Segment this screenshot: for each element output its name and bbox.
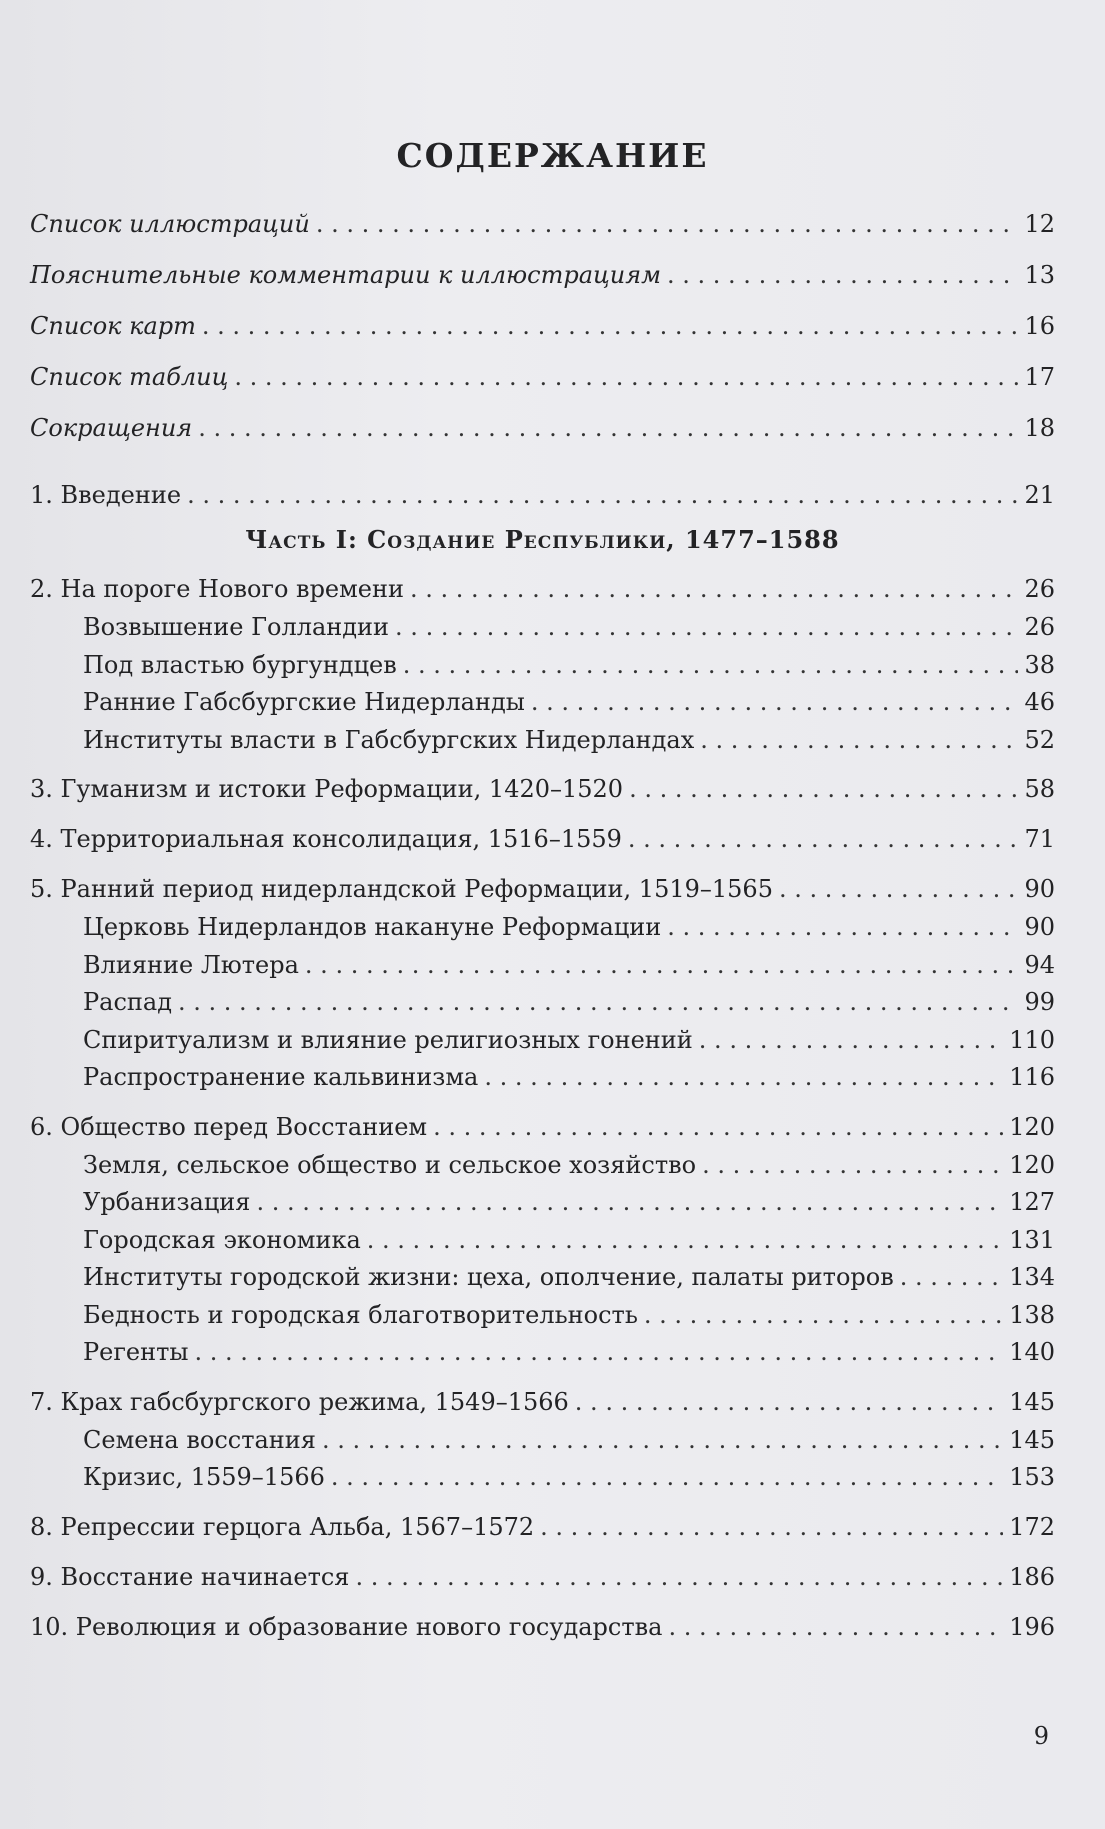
dot-leader bbox=[644, 1301, 1003, 1330]
dot-leader bbox=[667, 913, 1018, 942]
entry-title: Распад bbox=[83, 988, 172, 1016]
entry-page-number: 153 bbox=[1009, 1463, 1055, 1491]
entry-title: 4. Территориальная консолидация, 1516–1559 bbox=[30, 825, 622, 853]
entry-page-number: 12 bbox=[1024, 210, 1055, 238]
entry-page-number: 46 bbox=[1024, 688, 1055, 716]
entry-page-number: 186 bbox=[1009, 1562, 1055, 1591]
entry-title: Урбанизация bbox=[83, 1188, 251, 1216]
section-item bbox=[30, 1426, 1055, 1464]
chapter-item bbox=[30, 575, 1055, 613]
dot-leader bbox=[178, 988, 1018, 1017]
section-item bbox=[30, 1226, 1055, 1264]
section-item bbox=[30, 1151, 1055, 1189]
entry-title: Возвышение Голландии bbox=[83, 613, 390, 641]
section-item bbox=[30, 726, 1055, 764]
section-item bbox=[30, 1063, 1055, 1101]
section-item bbox=[30, 988, 1055, 1026]
entry-page-number: 127 bbox=[1009, 1188, 1055, 1216]
chapter-item bbox=[30, 1613, 1055, 1651]
dot-leader bbox=[628, 825, 1019, 854]
dot-leader bbox=[322, 1426, 1003, 1455]
entry-page-number: 120 bbox=[1009, 1112, 1055, 1141]
chapter-item bbox=[30, 1388, 1055, 1426]
entry-title: Институты городской жизни: цеха, ополчение, палаты риторов bbox=[83, 1263, 894, 1291]
entry-title: Регенты bbox=[83, 1338, 189, 1366]
entry-page-number: 13 bbox=[1024, 261, 1055, 289]
dot-leader bbox=[316, 210, 1019, 239]
entry-page-number: 18 bbox=[1024, 414, 1055, 442]
dot-leader bbox=[540, 1513, 1003, 1542]
entry-page-number: 134 bbox=[1009, 1263, 1055, 1291]
entry-title: Под властью бургундцев bbox=[83, 650, 397, 679]
dot-leader bbox=[410, 575, 1018, 604]
entry-page-number: 120 bbox=[1009, 1150, 1055, 1179]
entry-page-number: 21 bbox=[1024, 481, 1055, 509]
dot-leader bbox=[234, 363, 1018, 392]
page-title: СОДЕРЖАНИЕ bbox=[396, 136, 709, 175]
dot-leader bbox=[195, 1338, 1004, 1367]
entry-page-number: 110 bbox=[1009, 1025, 1055, 1054]
section-item bbox=[30, 913, 1055, 951]
entry-title: 10. Революция и образование нового государства bbox=[30, 1612, 663, 1641]
dot-leader bbox=[198, 414, 1018, 443]
chapter-item bbox=[30, 1563, 1055, 1601]
dot-leader bbox=[629, 775, 1018, 804]
chapter-item bbox=[30, 1113, 1055, 1151]
dot-leader bbox=[531, 688, 1019, 717]
entry-title: 3. Гуманизм и истоки Реформации, 1420–1520 bbox=[30, 775, 624, 803]
entry-page-number: 131 bbox=[1009, 1225, 1055, 1254]
entry-title: Распространение кальвинизма bbox=[83, 1063, 479, 1091]
section-item bbox=[30, 951, 1055, 989]
chapter-item bbox=[30, 875, 1055, 913]
entry-page-number: 172 bbox=[1009, 1512, 1055, 1541]
dot-leader bbox=[484, 1063, 1003, 1092]
entry-title: Земля, сельское общество и сельское хозяйство bbox=[83, 1150, 697, 1179]
dot-leader bbox=[202, 312, 1019, 341]
entry-title: 1. Введение bbox=[30, 481, 182, 509]
entry-page-number: 145 bbox=[1009, 1387, 1055, 1416]
dot-leader bbox=[395, 613, 1018, 642]
entry-title: Ранние Габсбургские Нидерланды bbox=[83, 688, 525, 716]
front-matter-item bbox=[30, 210, 1055, 261]
entry-page-number: 138 bbox=[1009, 1300, 1055, 1329]
entry-title: Городская экономика bbox=[83, 1225, 361, 1254]
entry-page-number: 116 bbox=[1009, 1063, 1055, 1091]
dot-leader bbox=[403, 651, 1019, 680]
entry-page-number: 16 bbox=[1024, 312, 1055, 340]
dot-leader bbox=[699, 1026, 1003, 1055]
entry-page-number: 145 bbox=[1009, 1425, 1055, 1454]
entry-title: Церковь Нидерландов накануне Реформации bbox=[83, 913, 662, 941]
entry-title: Сокращения bbox=[30, 414, 193, 442]
entry-page-number: 38 bbox=[1024, 650, 1055, 679]
entry-page-number: 52 bbox=[1024, 725, 1055, 754]
entry-title: Список таблиц bbox=[30, 363, 229, 391]
entry-page-number: 17 bbox=[1024, 363, 1055, 391]
front-matter-item bbox=[30, 261, 1055, 312]
entry-page-number: 94 bbox=[1024, 950, 1055, 979]
dot-leader bbox=[700, 726, 1018, 755]
dot-leader bbox=[575, 1388, 1003, 1417]
entry-title: Бедность и городская благотворительность bbox=[83, 1300, 638, 1329]
front-matter-item bbox=[30, 312, 1055, 363]
entry-page-number: 90 bbox=[1024, 875, 1055, 903]
entry-title: Спиритуализм и влияние религиозных гонений bbox=[83, 1025, 693, 1054]
entry-title: 2. На пороге Нового времени bbox=[30, 575, 404, 603]
section-item bbox=[30, 1026, 1055, 1064]
entry-title: 6. Общество перед Восстанием bbox=[30, 1112, 428, 1141]
dot-leader bbox=[355, 1563, 1003, 1592]
part-heading: Часть I: Создание Республики, 1477–1588 bbox=[245, 525, 840, 554]
dot-leader bbox=[187, 481, 1018, 510]
dot-leader bbox=[667, 261, 1018, 290]
section-item bbox=[30, 1263, 1055, 1301]
entry-page-number: 196 bbox=[1009, 1612, 1055, 1641]
section-item bbox=[30, 1188, 1055, 1226]
entry-title: Список иллюстраций bbox=[30, 210, 310, 238]
entry-title: 5. Ранний период нидерландской Реформации, 1519–1565 bbox=[30, 875, 773, 903]
entry-title: Пояснительные комментарии к иллюстрациям bbox=[30, 261, 662, 289]
section-item bbox=[30, 1301, 1055, 1339]
entry-page-number: 99 bbox=[1024, 988, 1055, 1016]
entry-title: Семена восстания bbox=[83, 1425, 316, 1454]
dot-leader bbox=[433, 1113, 1003, 1142]
entry-title: Институты власти в Габсбургских Нидерландах bbox=[83, 725, 695, 754]
section-item bbox=[30, 1338, 1055, 1376]
front-matter-item bbox=[30, 414, 1055, 465]
entry-title: Кризис, 1559–1566 bbox=[83, 1463, 325, 1491]
section-item bbox=[30, 688, 1055, 726]
chapter-item bbox=[30, 1513, 1055, 1551]
dot-leader bbox=[331, 1463, 1003, 1492]
chapter-item bbox=[30, 825, 1055, 863]
entry-page-number: 26 bbox=[1024, 613, 1055, 641]
table-of-contents bbox=[30, 210, 1055, 1651]
entry-page-number: 71 bbox=[1024, 825, 1055, 853]
chapter-item bbox=[30, 775, 1055, 813]
section-item bbox=[30, 651, 1055, 689]
entry-page-number: 58 bbox=[1024, 775, 1055, 803]
entry-title: 9. Восстание начинается bbox=[30, 1562, 350, 1591]
dot-leader bbox=[367, 1226, 1003, 1255]
section-item bbox=[30, 1463, 1055, 1501]
dot-leader bbox=[702, 1151, 1003, 1180]
entry-page-number: 90 bbox=[1024, 913, 1055, 941]
dot-leader bbox=[900, 1263, 1003, 1292]
dot-leader bbox=[668, 1613, 1003, 1642]
entry-title: 8. Репрессии герцога Альба, 1567–1572 bbox=[30, 1512, 535, 1541]
dot-leader bbox=[779, 875, 1018, 904]
chapter-item bbox=[30, 481, 1055, 521]
page-number: 9 bbox=[1033, 1722, 1049, 1750]
section-item bbox=[30, 613, 1055, 651]
entry-title: 7. Крах габсбургского режима, 1549–1566 bbox=[30, 1387, 569, 1416]
dot-leader bbox=[305, 951, 1019, 980]
entry-page-number: 140 bbox=[1009, 1338, 1055, 1366]
entry-page-number: 26 bbox=[1024, 575, 1055, 603]
entry-title: Влияние Лютера bbox=[83, 950, 299, 979]
dot-leader bbox=[256, 1188, 1003, 1217]
entry-title: Список карт bbox=[30, 312, 196, 340]
front-matter-item bbox=[30, 363, 1055, 414]
